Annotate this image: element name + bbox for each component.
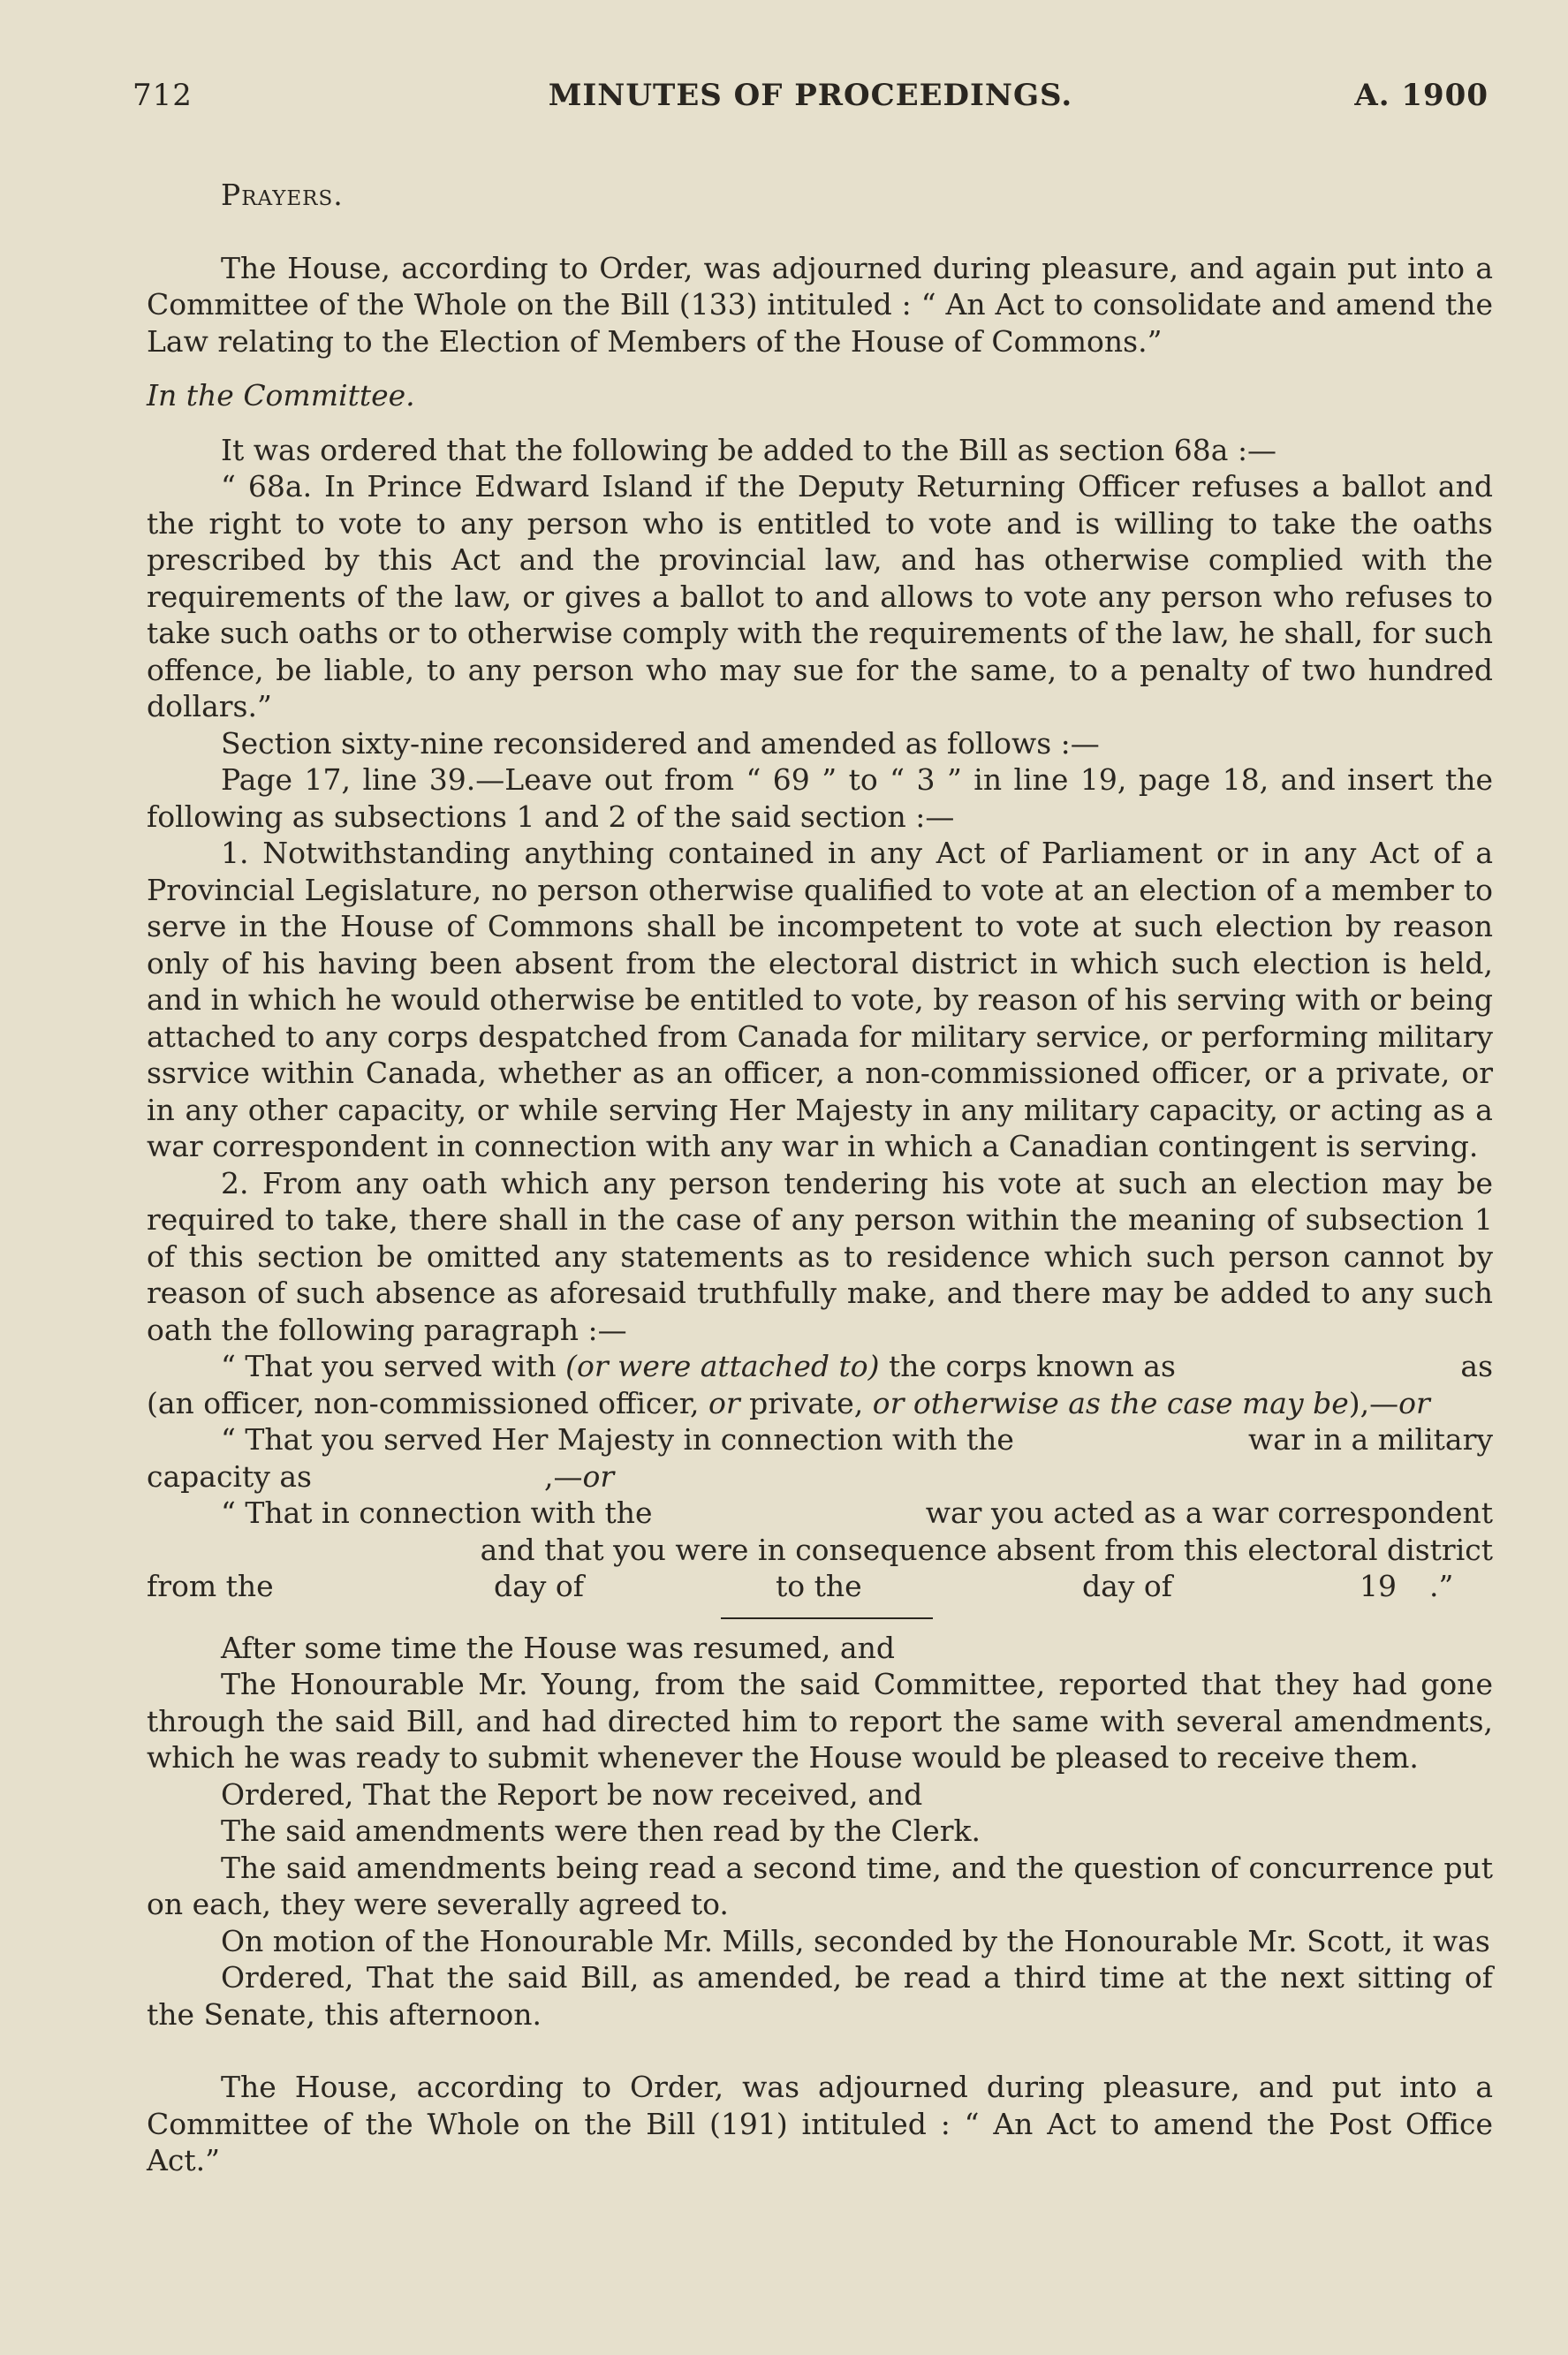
- oath-text: and that you were in consequence absent from this electoral district: [480, 1532, 1493, 1567]
- section-heading-prayers: Prayers.: [221, 178, 344, 212]
- oath-text: 19: [1360, 1569, 1397, 1603]
- oath-text: or: [582, 1458, 615, 1494]
- section-divider: [721, 1617, 933, 1619]
- oath-text: or: [1398, 1385, 1430, 1420]
- page-header: [133, 78, 1488, 122]
- paragraph: After some time the House was resumed, and: [221, 1630, 895, 1665]
- oath-text: ),—: [1348, 1385, 1399, 1420]
- oath-text: (an officer, non-commissioned officer,: [147, 1385, 709, 1420]
- paragraph: Ordered, That the Report be now received, and: [221, 1776, 923, 1812]
- paragraph: Section sixty-nine reconsidered and amended as follows :—: [221, 725, 1100, 761]
- oath-text: to the: [776, 1569, 862, 1603]
- oath-line: [147, 1532, 1493, 1569]
- oath-line: [147, 1385, 1493, 1422]
- oath-text: ,—: [544, 1458, 583, 1494]
- oath-text: (or were attached to): [565, 1349, 880, 1383]
- oath-text: day of: [1082, 1569, 1173, 1603]
- page-year: A. 1900: [1354, 78, 1488, 113]
- oath-line: [147, 1421, 1493, 1458]
- subheading-in-committee: In the Committee.: [147, 378, 415, 413]
- oath-text: capacity as: [147, 1458, 312, 1494]
- paragraph: It was ordered that the following be added to the Bill as section 68a :—: [221, 432, 1277, 467]
- oath-text: .”: [1429, 1569, 1454, 1603]
- oath-text: or otherwise as the case may be: [872, 1385, 1349, 1420]
- paragraph: The said amendments being read a second time, and the question of concurrence put on each, they were severally agreed to.: [147, 1850, 1493, 1921]
- oath-line: [147, 1495, 1493, 1532]
- oath-text: “ That you served with: [221, 1349, 566, 1383]
- oath-text: war you acted as a war correspondent: [925, 1496, 1493, 1530]
- paragraph: Ordered, That the said Bill, as amended, be read a third time at the next sitting of the Senate, this afternoon.: [147, 1960, 1493, 2032]
- page-number: 712: [133, 78, 193, 113]
- paragraph: 1. Notwithstanding anything contained in any Act of Parliament or in any Act of a Provincial Legislature, no person otherwise qualified to vote at an election of a member to serve in the House of Commons shall be incompetent to vote at such election by reason only of his having been absent from the electoral district in which such election is held, and in which he would otherwise be entitled to vote, by reason of his serving with or being attached to any corps despatched from Canada for military service, or performing military ssrvice within Canada, whether as an officer, a non-commissioned officer, or a private, or in any other capacity, or while serving Her Majesty in any military capacity, or acting as a war correspondent in connection with any war in which a Canadian contingent is serving.: [147, 836, 1493, 1163]
- oath-text: private,: [739, 1385, 873, 1420]
- paragraph: Page 17, line 39.—Leave out from “ 69 ” to “ 3 ” in line 19, page 18, and insert the following as subsections 1 and 2 of the said section :—: [147, 762, 1493, 834]
- oath-text: as: [1460, 1349, 1493, 1383]
- document-body: [147, 177, 1493, 2179]
- oath-text: the corps known as: [879, 1349, 1176, 1383]
- paragraph: The House, according to Order, was adjourned during pleasure, and put into a Committee of the Whole on the Bill (191) intituled : “ An Act to amend the Post Office Act.”: [147, 2070, 1493, 2177]
- oath-text: or: [708, 1385, 740, 1420]
- page-title: MINUTES OF PROCEEDINGS.: [548, 78, 1073, 113]
- oath-line: [147, 1348, 1493, 1385]
- oath-line: [147, 1458, 1493, 1496]
- oath-line: [147, 1568, 1493, 1605]
- oath-text: from the: [147, 1569, 274, 1603]
- paragraph: The Honourable Mr. Young, from the said Committee, reported that they had gone through the said Bill, and had directed him to report the same with several amendments, which he was ready to submit whenever the House would be pleased to receive them.: [147, 1667, 1493, 1775]
- paragraph: On motion of the Honourable Mr. Mills, seconded by the Honourable Mr. Scott, it was: [221, 1923, 1490, 1958]
- paragraph: The said amendments were then read by the Clerk.: [221, 1814, 981, 1848]
- oath-text: “ That you served Her Majesty in connection with the: [221, 1422, 1014, 1457]
- paragraph: 2. From any oath which any person tendering his vote at such an election may be required to take, there shall in the case of any person within the meaning of subsection 1 of this section be omitted any statements as to residence which such person cannot by reason of such absence as aforesaid truthfully make, and there may be added to any such oath the following paragraph :—: [147, 1165, 1493, 1347]
- paragraph: The House, according to Order, was adjourned during pleasure, and again put into a Committee of the Whole on the Bill (133) intituled : “ An Act to consolidate and amend the Law relating to the Election of Members of the House of Commons.”: [147, 250, 1493, 359]
- oath-text: war in a military: [1248, 1422, 1493, 1457]
- oath-text: “ That in connection with the: [221, 1496, 653, 1530]
- paragraph: “ 68a. In Prince Edward Island if the Deputy Returning Officer refuses a ballot and the right to vote to any person who is entitled to vote and is willing to take the oaths prescribed by this Act and the provincial law, and has otherwise complied with the requirements of the law, or gives a ballot to and allows to vote any person who refuses to take such oaths or to otherwise comply with the requirements of the law, he shall, for such offence, be liable, to any person who may sue for the same, to a penalty of two hundred dollars.”: [147, 469, 1493, 723]
- oath-text: day of: [494, 1569, 585, 1603]
